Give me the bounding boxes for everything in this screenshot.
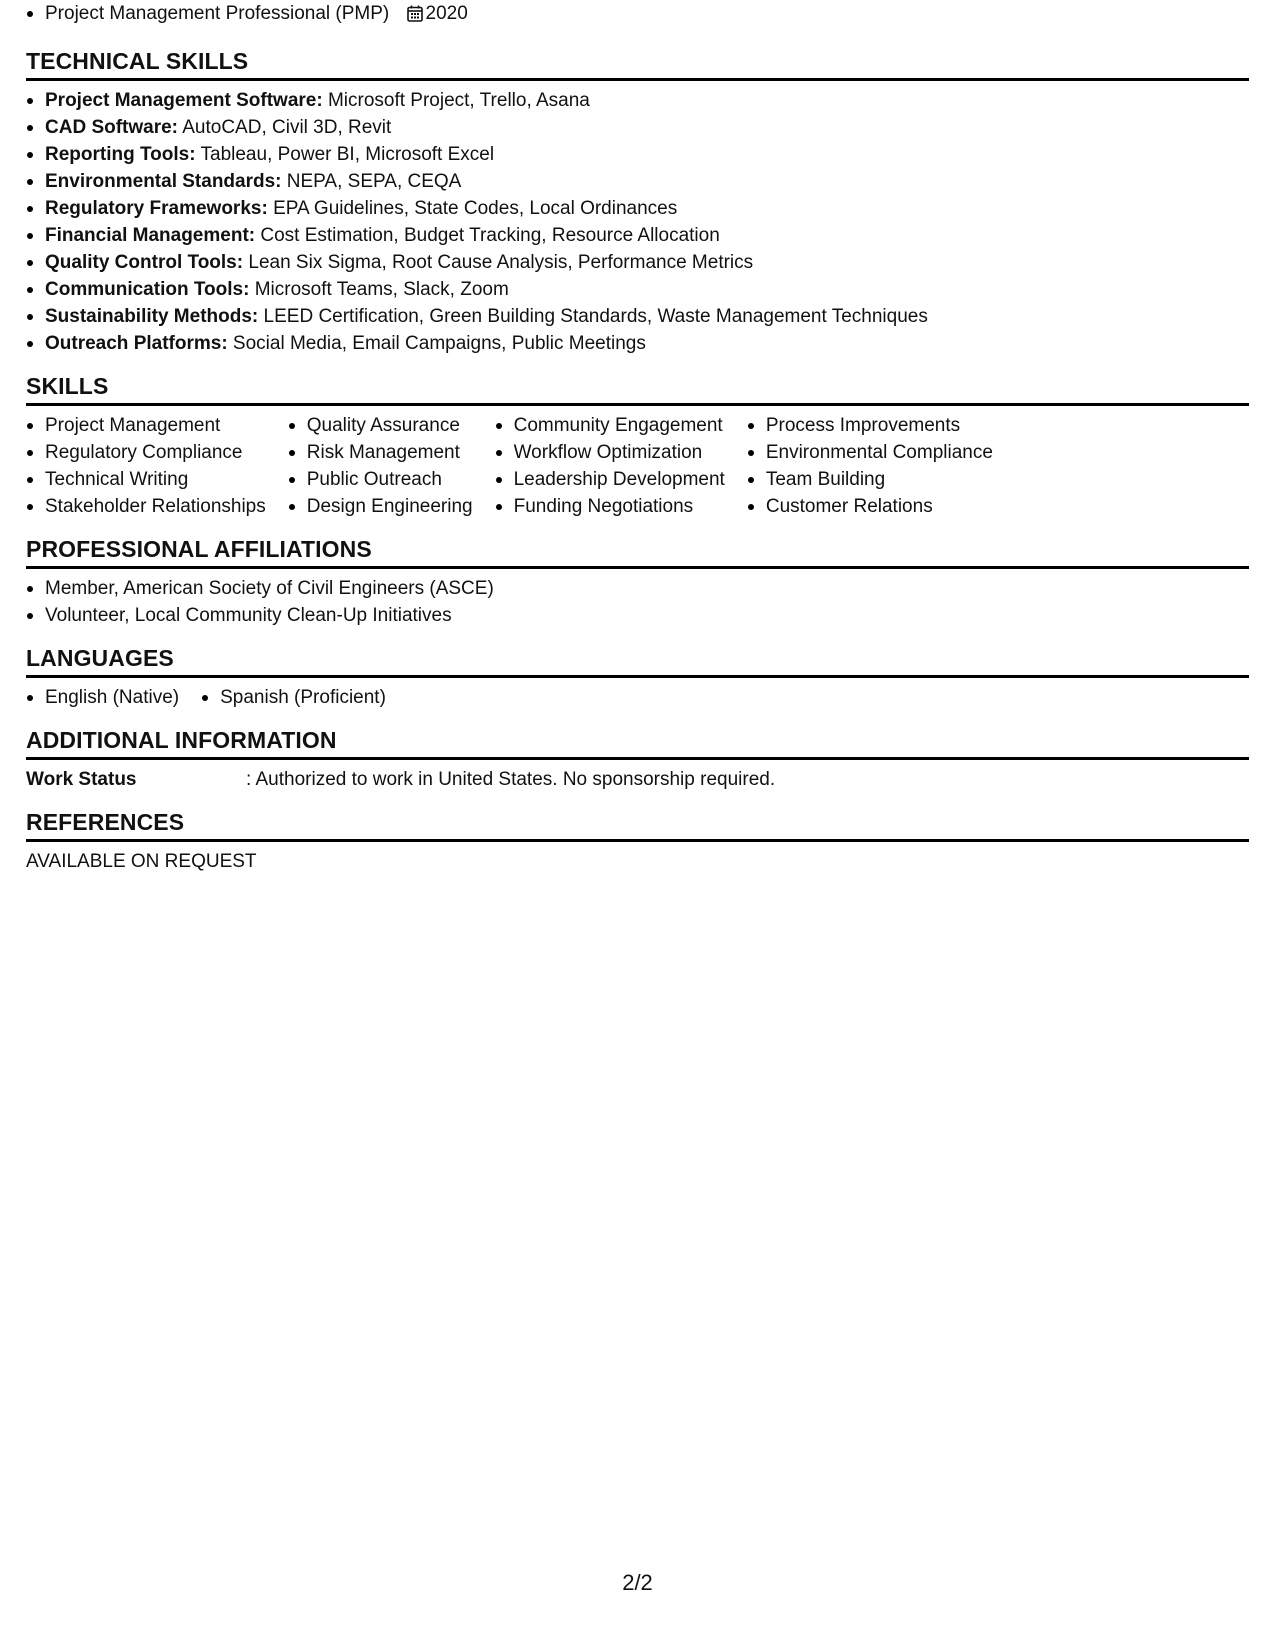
work-status-value: : Authorized to work in United States. No sponsorship required. [246,769,776,790]
skill-label: CAD Software: [45,117,179,138]
skill-item: Process Improvements [747,412,993,439]
affiliations-heading: PROFESSIONAL AFFILIATIONS [26,534,1249,569]
certification-list [26,0,1249,30]
skill-item: Risk Management [288,439,473,466]
references-section [26,807,1249,875]
skill-item: Technical Writing [26,466,266,493]
additional-info-section [26,725,1249,793]
languages-row [26,684,1249,711]
skills-section [26,371,1249,520]
skill-label: Environmental Standards: [45,171,282,192]
work-status-label: Work Status [26,769,137,790]
skill-item: Regulatory Compliance [26,439,266,466]
skills-column [26,412,266,520]
technical-skills-list [26,87,1249,357]
skill-item: Community Engagement [495,412,725,439]
languages-section [26,643,1249,711]
skill-item: Team Building [747,466,993,493]
work-status-row [26,766,1249,793]
skill-value: NEPA, SEPA, CEQA [281,171,462,192]
skill-value: EPA Guidelines, State Codes, Local Ordinances [267,198,678,219]
affiliation-item: Member, American Society of Civil Engineers (ASCE) [26,575,1249,602]
skill-value: Cost Estimation, Budget Tracking, Resource Allocation [255,225,720,246]
references-text: AVAILABLE ON REQUEST [26,851,257,872]
skill-item: Design Engineering [288,493,473,520]
technical-skill-item [26,276,1249,303]
skill-value: LEED Certification, Green Building Standards, Waste Management Techniques [258,306,928,327]
skills-column [288,412,473,520]
skill-label: Sustainability Methods: [45,306,259,327]
certification-name: Project Management Professional (PMP) [45,3,390,24]
skill-label: Outreach Platforms: [45,333,228,354]
skill-label: Reporting Tools: [45,144,196,165]
additional-info-heading: ADDITIONAL INFORMATION [26,725,1249,760]
skill-item: Customer Relations [747,493,993,520]
technical-skills-section [26,46,1249,357]
technical-skill-item [26,303,1249,330]
certification-item [26,0,1249,30]
technical-skill-item [26,87,1249,114]
skills-grid [26,412,1249,520]
technical-skill-item [26,141,1249,168]
skill-item: Project Management [26,412,266,439]
skill-value: Microsoft Project, Trello, Asana [322,90,590,111]
skill-value: Social Media, Email Campaigns, Public Meetings [227,333,646,354]
skill-value: Lean Six Sigma, Root Cause Analysis, Performance Metrics [243,252,754,273]
skill-label: Quality Control Tools: [45,252,244,273]
certification-year: 2020 [425,3,468,24]
language-item: English (Native) [26,684,179,711]
skill-item: Stakeholder Relationships [26,493,266,520]
language-list [201,684,408,711]
skills-column [495,412,725,520]
technical-skill-item [26,330,1249,357]
affiliation-item: Volunteer, Local Community Clean-Up Initiatives [26,602,1249,629]
resume-page [26,0,1249,875]
skill-label: Communication Tools: [45,279,250,300]
skill-item: Public Outreach [288,466,473,493]
skills-column [747,412,993,520]
technical-skill-item [26,114,1249,141]
skill-label: Financial Management: [45,225,256,246]
skill-item: Environmental Compliance [747,439,993,466]
technical-skill-item [26,249,1249,276]
technical-skills-heading: TECHNICAL SKILLS [26,46,1249,81]
skill-value: Tableau, Power BI, Microsoft Excel [195,144,495,165]
language-list [26,684,201,711]
skill-item: Workflow Optimization [495,439,725,466]
technical-skill-item [26,195,1249,222]
affiliations-section [26,534,1249,629]
calendar-icon [407,3,423,30]
skill-label: Regulatory Frameworks: [45,198,268,219]
technical-skill-item [26,222,1249,249]
language-item: Spanish (Proficient) [201,684,386,711]
skill-value: Microsoft Teams, Slack, Zoom [249,279,509,300]
affiliations-list [26,575,1249,629]
references-heading: REFERENCES [26,807,1249,842]
skills-heading: SKILLS [26,371,1249,406]
skill-item: Quality Assurance [288,412,473,439]
skill-item: Leadership Development [495,466,725,493]
technical-skill-item [26,168,1249,195]
skill-item: Funding Negotiations [495,493,725,520]
page-number: 2/2 [622,1570,653,1595]
languages-heading: LANGUAGES [26,643,1249,678]
skill-label: Project Management Software: [45,90,323,111]
skill-value: AutoCAD, Civil 3D, Revit [178,117,392,138]
